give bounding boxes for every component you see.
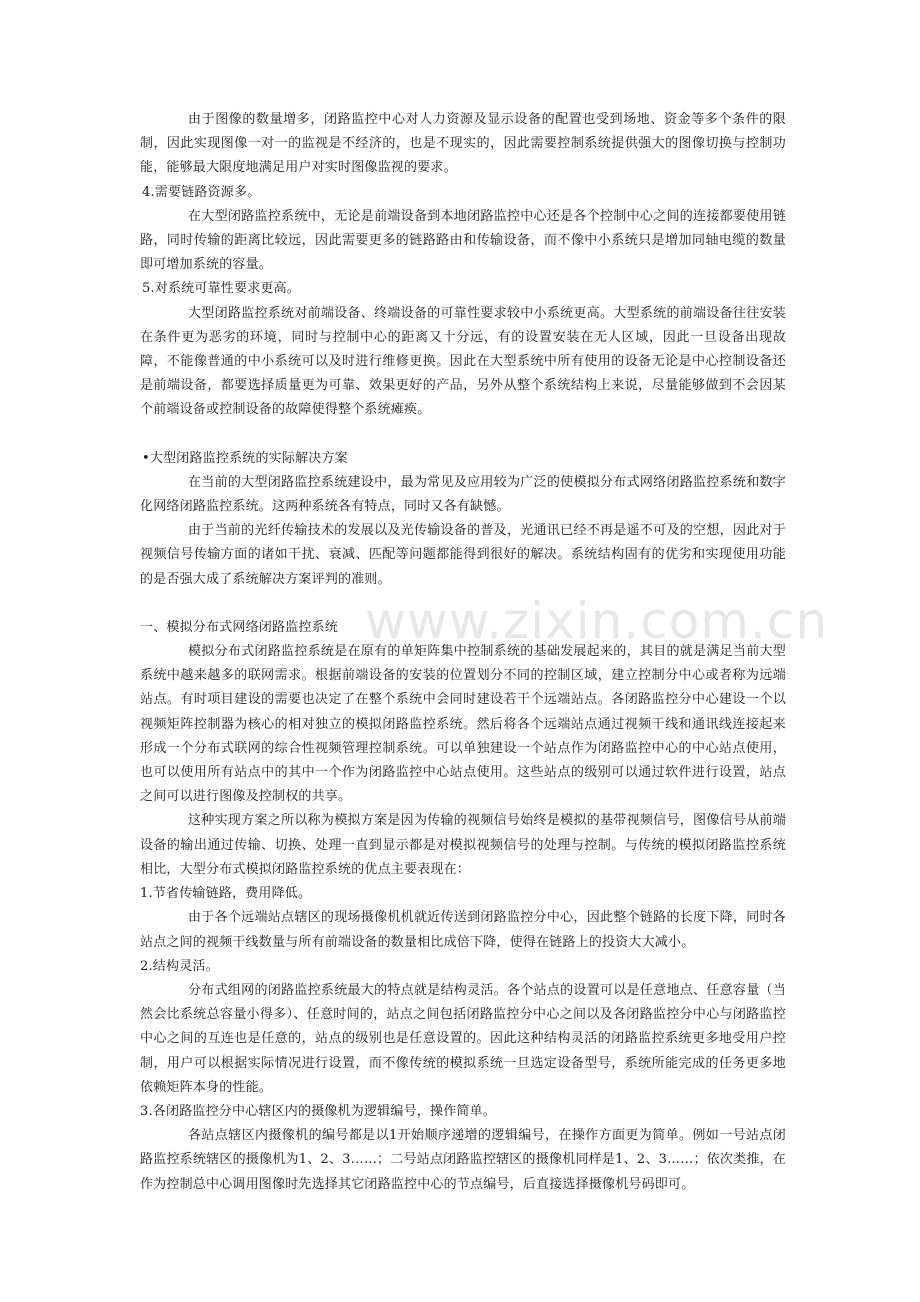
paragraph: 模拟分布式闭路监控系统是在原有的单矩阵集中控制系统的基础发展起来的，其目的就是满足当前大型系统中越来越多的联网需求。根据前端设备的安装的位置划分不同的控制区域，建立控制分中心或者称为远端站点。有时项目建设的需要也决定了在整个系统中会同时建设若干个远端站点。各闭路监控分中心建设一个以视频矩阵控制器为核心的相对独立的模拟闭路监控系统。然后将各个远端站点通过视频干线和通讯线连接起来形成一个分布式联网的综合性视频管理控制系统。可以单独建设一个站点作为闭路监控中心的中心站点使用，也可以使用所有站点中的其中一个作为闭路监控中心站点使用。这些站点的级别可以通过软件进行设置，站点之间可以进行图像及控制权的共享。 <box>140 644 786 805</box>
paragraph: 由于当前的光纤传输技术的发展以及光传输设备的普及，光通讯已经不再是遥不可及的空想，因此对于视频信号传输方面的诸如干扰、衰减、匹配等问题都能得到很好的解决。系统结构固有的优劣和实现使用功能的是否强大成了系统解决方案评判的准则。 <box>140 523 786 587</box>
watermark: www.zixin.com.cn <box>365 592 829 650</box>
paragraph: 分布式组网的闭路监控系统最大的特点就是结构灵活。各个站点的设置可以是任意地点、任意容量（当然会比系统总容量小得多）、任意时间的，站点之间包括闭路监控分中心之间以及各闭路监控分中心与闭路监控中心之间的互连也是任意的，站点的级别也是任意设置的。因此这种结构灵活的闭路监控系统更多地受用户控制，用户可以根据实际情况进行设置，而不像传统的模拟系统一旦选定设备型号，系统所能完成的任务更多地依赖矩阵本身的性能。 <box>140 982 786 1095</box>
list-item-heading: 2.结构灵活。 <box>140 958 219 974</box>
document-body <box>140 108 786 1197</box>
paragraph: 各站点辖区内摄像机的编号都是以1开始顺序递增的逻辑编号，在操作方面更为简单。例如一号站点闭路监控系统辖区的摄像机为1、2、3……；二号站点闭路监控辖区的摄像机同样是1、2、3……；依次类推，在作为控制总中心调用图像时先选择其它闭路监控中心的节点编号，后直接选择摄像机号码即可。 <box>140 1128 786 1192</box>
paragraph: 在大型闭路监控系统中，无论是前端设备到本地闭路监控中心还是各个控制中心之间的连接都要使用链路，同时传输的距离比较远，因此需要更多的链路路由和传输设备，而不像中小系统只是增加同轴电缆的数量即可增加系统的容量。 <box>140 208 786 273</box>
paragraph: 由于各个远端站点辖区的现场摄像机机就近传送到闭路监控分中心，因此整个链路的长度下降，同时各站点之间的视频干线数量与所有前端设备的数量相比成倍下降，使得在链路上的投资大大减小。 <box>140 910 786 950</box>
spacer <box>140 592 786 616</box>
list-item-heading: 1.节省传输链路，费用降低。 <box>140 886 312 902</box>
list-item-heading: 4.需要链路资源多。 <box>142 184 261 200</box>
paragraph: 这种实现方案之所以称为模拟方案是因为传输的视频信号始终是模拟的基带视频信号，图像信号从前端设备的输出通过传输、切换、处理一直到显示都是对模拟视频信号的处理与控制。与传统的模拟闭路监控系统相比，大型分布式模拟闭路监控系统的优点主要表现在： <box>140 813 786 877</box>
spacer <box>140 423 786 447</box>
section-heading: 一、模拟分布式网络闭路监控系统 <box>140 619 339 635</box>
list-item-heading: 5.对系统可靠性要求更高。 <box>142 281 301 297</box>
paragraph: 大型闭路监控系统对前端设备、终端设备的可靠性要求较中小系统更高。大型系统的前端设备往往安装在条件更为恶劣的环境，同时与控制中心的距离又十分远，有的设置安装在无人区域，因此一旦设备出现故障，不能像普通的中小系统可以及时进行维修更换。因此在大型系统中所有使用的设备无论是中心控制设备还是前端设备，都要选择质量更为可靠、效果更好的产品，另外从整个系统结构上来说，尽量能够做到不会因某个前端设备或控制设备的故障使得整个系统瘫痪。 <box>140 305 786 418</box>
section-heading: •大型闭路监控系统的实际解决方案 <box>142 450 348 466</box>
paragraph: 由于图像的数量增多，闭路监控中心对人力资源及显示设备的配置也受到场地、资金等多个条件的限制，因此实现图像一对一的监视是不经济的，也是不现实的，因此需要控制系统提供强大的图像切换与控制功能，能够最大限度地满足用户对实时图像监视的要求。 <box>140 112 786 176</box>
paragraph: 在当前的大型闭路监控系统建设中，最为常见及应用较为广泛的使模拟分布式网络闭路监控系统和数字化网络闭路监控系统。这两种系统各有特点，同时又各有缺憾。 <box>140 474 786 515</box>
list-item-heading: 3.各闭路监控分中心辖区内的摄像机为逻辑编号，操作简单。 <box>140 1103 497 1119</box>
